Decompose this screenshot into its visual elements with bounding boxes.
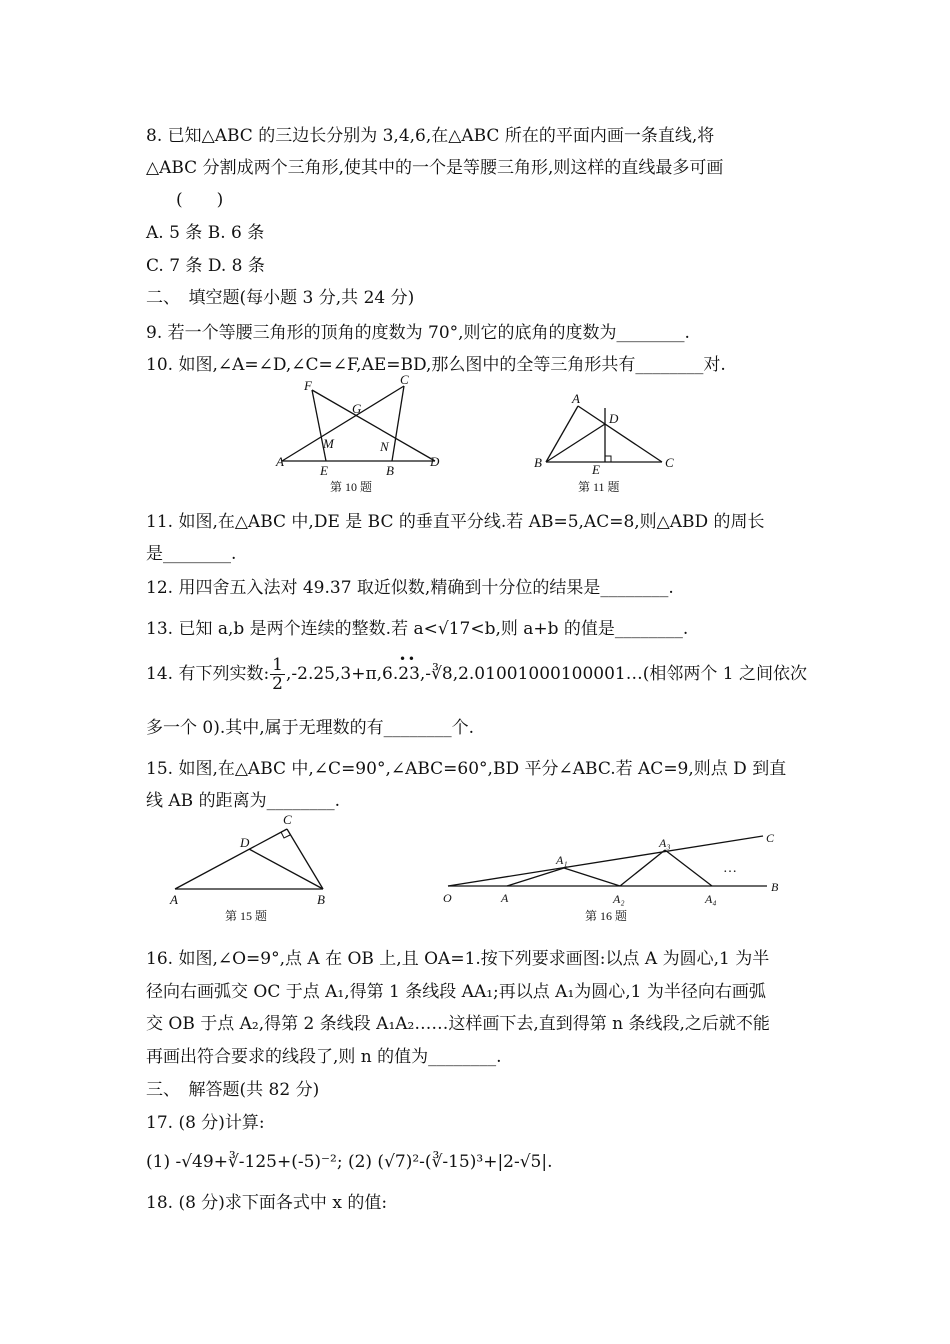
q12: 12. 用四舍五入法对 49.37 取近似数,精确到十分位的结果是________. — [146, 578, 674, 598]
q14-fraction-numerator: 1 — [272, 654, 283, 675]
fig16-label-c: C — [766, 831, 775, 845]
fig15-caption: 第 15 题 — [225, 909, 268, 923]
fig10-label-g: G — [352, 401, 362, 416]
fig15-label-c: C — [283, 812, 292, 827]
section2-heading: 二、 填空题(每小题 3 分,共 24 分) — [146, 288, 415, 308]
fig16-label-a3: A₃ — [659, 836, 671, 850]
fig16-label-o: O — [443, 891, 452, 905]
q8-line1: 8. 已知△ABC 的三边长分别为 3,4,6,在△ABC 所在的平面内画一条直线,将 — [146, 126, 715, 146]
fig10-label-n: N — [380, 439, 389, 454]
fig16-label-a1: A₁ — [556, 853, 568, 867]
q13: 13. 已知 a,b 是两个连续的整数.若 a<√17<b,则 a+b 的值是________. — [146, 619, 689, 639]
q14-fraction — [270, 656, 285, 693]
fig11-label-d: D — [609, 411, 619, 426]
fig11-label-e: E — [592, 462, 600, 477]
q16-line3: 交 OB 于点 A₂,得第 2 条线段 A₁A₂……这样画下去,直到得第 n 条线段,之后就不能 — [146, 1014, 770, 1034]
q17-title: 17. (8 分)计算: — [146, 1113, 265, 1133]
q17-parts: (1) -√49+∛-125+(-5)⁻²; (2) (√7)²-(∛-15)³+|2-√5|. — [146, 1152, 553, 1172]
q11-line2: 是________. — [146, 544, 237, 564]
q8-options-cd: C. 7 条 D. 8 条 — [146, 256, 265, 276]
q10: 10. 如图,∠A=∠D,∠C=∠F,AE=BD,那么图中的全等三角形共有________对. — [146, 355, 726, 375]
fig16-label-a2: A₂ — [613, 892, 625, 906]
fig10-label-e: E — [320, 463, 328, 478]
q18: 18. (8 分)求下面各式中 x 的值: — [146, 1193, 388, 1213]
fig15-label-a: A — [170, 892, 178, 907]
figure-10 — [270, 372, 460, 500]
q14-fraction-denominator: 2 — [272, 673, 283, 694]
fig15-label-d: D — [240, 835, 250, 850]
fig10-label-b: B — [386, 463, 394, 478]
fig10-label-m: M — [323, 436, 334, 451]
q16-line2: 径向右画弧交 OC 于点 A₁,得第 1 条线段 AA₁;再以点 A₁为圆心,1 为半径向右画弧 — [146, 982, 766, 1002]
fig10-caption: 第 10 题 — [330, 480, 373, 494]
fig11-label-c: C — [665, 455, 674, 470]
q8-line2: △ABC 分割成两个三角形,使其中的一个是等腰三角形,则这样的直线最多可画 — [146, 158, 724, 178]
q14-prefix: 14. 有下列实数: — [146, 664, 270, 684]
q15-line1: 15. 如图,在△ABC 中,∠C=90°,∠ABC=60°,BD 平分∠ABC.若 AC=9,则点 D 到直 — [146, 759, 787, 779]
q16-line1: 16. 如图,∠O=9°,点 A 在 OB 上,且 OA=1.按下列要求画图:以点 A 为圆心,1 为半 — [146, 949, 770, 969]
fig16-ellipsis: … — [723, 861, 737, 876]
fig10-label-a: A — [276, 454, 284, 469]
q15-line2: 线 AB 的距离为________. — [146, 791, 340, 811]
fig11-label-a: A — [572, 391, 580, 406]
fig15-label-b: B — [317, 892, 325, 907]
fig10-label-d: D — [430, 454, 440, 469]
fig16-label-a: A — [501, 891, 509, 905]
fig16-label-a4: A₄ — [705, 892, 717, 906]
section3-heading: 三、 解答题(共 82 分) — [146, 1080, 320, 1100]
fig10-label-c: C — [400, 372, 409, 387]
q14-repeating-dots: • • — [399, 652, 414, 666]
q11-line1: 11. 如图,在△ABC 中,DE 是 BC 的垂直平分线.若 AB=5,AC=8,则△ABD 的周长 — [146, 512, 765, 532]
fig11-caption: 第 11 题 — [578, 480, 620, 494]
q9: 9. 若一个等腰三角形的顶角的度数为 70°,则它的底角的度数为________. — [146, 323, 690, 343]
q14-line2: 多一个 0).其中,属于无理数的有________个. — [146, 718, 475, 738]
fig16-label-b: B — [771, 880, 779, 894]
q14-line1 — [146, 652, 807, 696]
figure-11 — [528, 390, 688, 500]
figure-15 — [165, 808, 345, 928]
q8-answer-bracket: ( ) — [176, 190, 224, 210]
fig16-caption: 第 16 题 — [585, 909, 628, 923]
figure-16 — [435, 822, 795, 928]
q14-rest: ,-2.25,3+π,6.23,-∛8,2.01001000100001…(相邻两个 1 之间依次 — [286, 664, 807, 684]
fig10-label-f: F — [304, 378, 312, 393]
fig11-label-b: B — [534, 455, 542, 470]
q16-line4: 再画出符合要求的线段了,则 n 的值为________. — [146, 1047, 502, 1067]
q8-options-ab: A. 5 条 B. 6 条 — [146, 223, 265, 243]
